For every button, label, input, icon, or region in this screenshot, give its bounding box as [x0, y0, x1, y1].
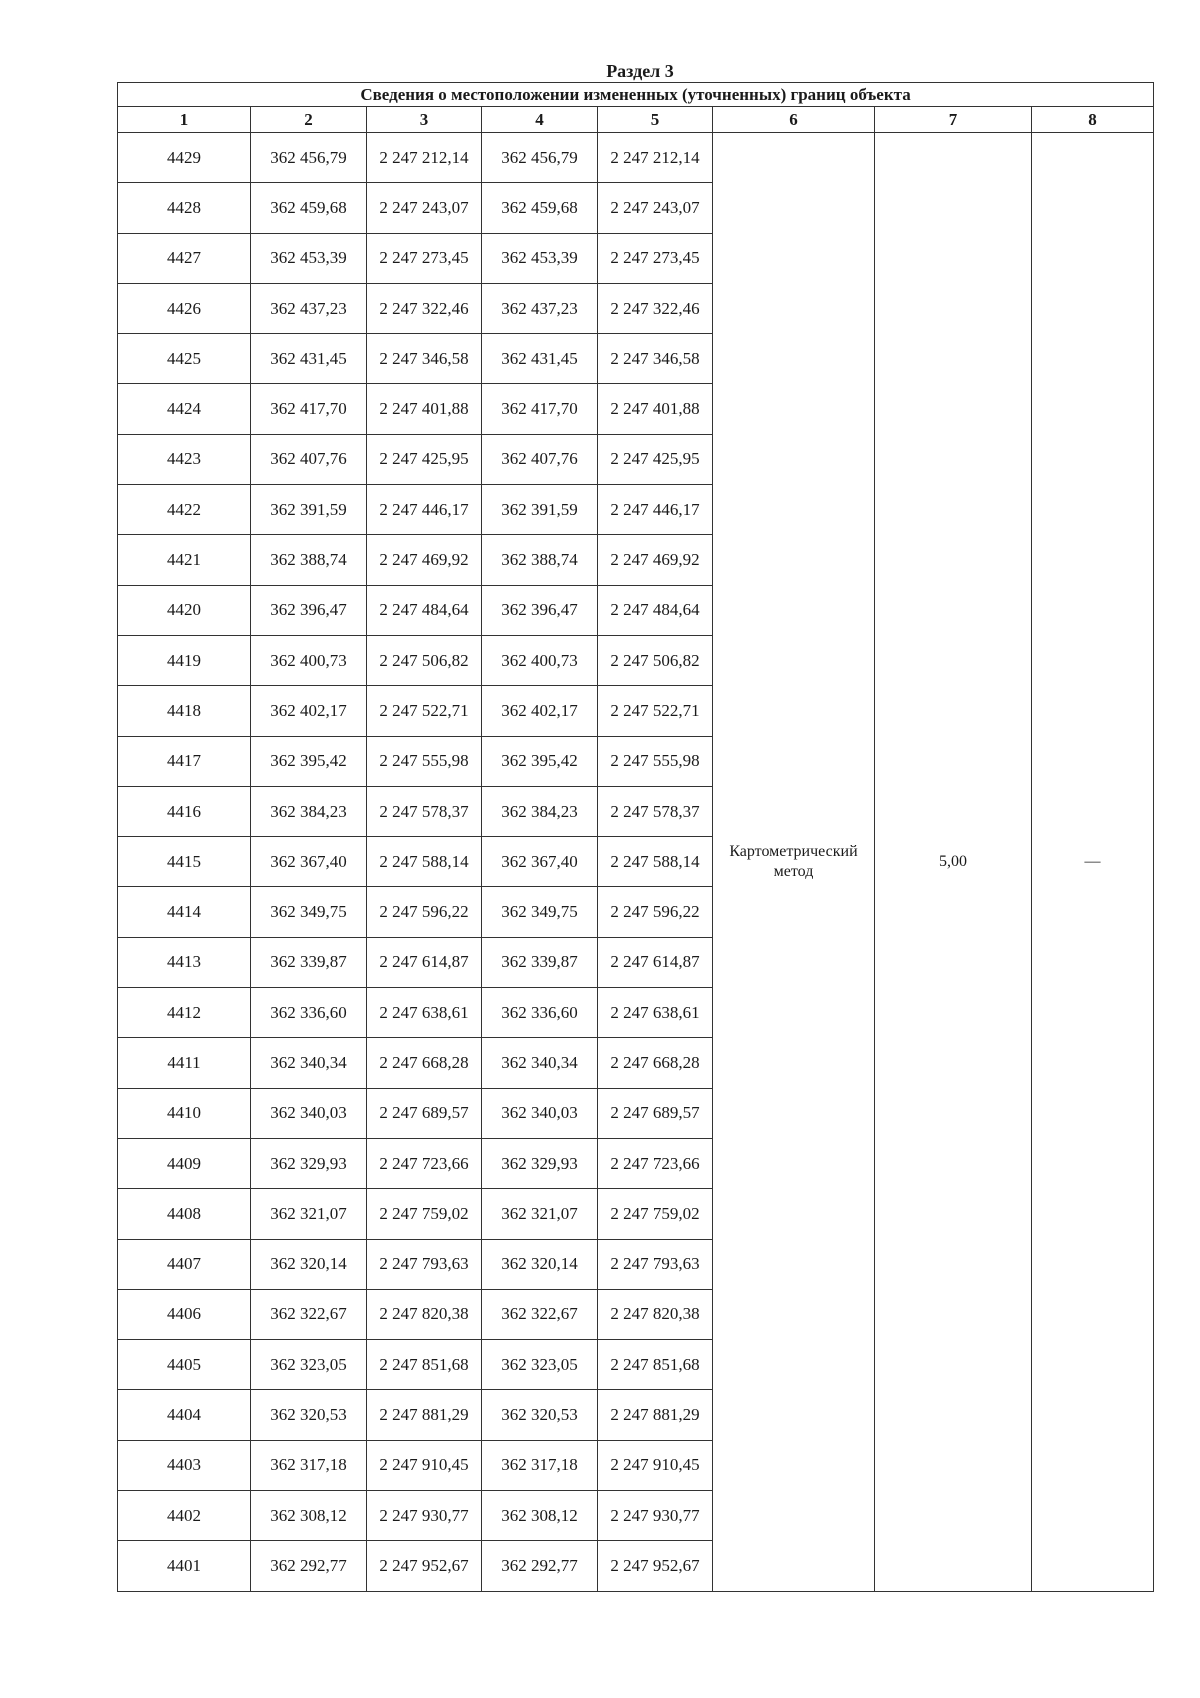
- coordinate-cell: 362 407,76: [482, 434, 598, 484]
- column-number-row: [118, 107, 1154, 133]
- coordinate-cell: 2 247 689,57: [367, 1088, 482, 1138]
- coordinate-cell: 2 247 346,58: [367, 334, 482, 384]
- coordinate-cell: 2 247 910,45: [367, 1440, 482, 1490]
- coordinate-cell: 2 247 522,71: [367, 686, 482, 736]
- precision-cell: 5,00: [875, 133, 1032, 1592]
- point-number-cell: 4415: [118, 837, 251, 887]
- coordinate-cell: 2 247 506,82: [367, 635, 482, 685]
- coordinate-cell: 362 320,14: [251, 1239, 367, 1289]
- coordinate-cell: 362 292,77: [251, 1541, 367, 1591]
- coordinate-cell: 2 247 446,17: [367, 485, 482, 535]
- coordinate-cell: 2 247 484,64: [367, 585, 482, 635]
- coordinate-cell: 362 336,60: [251, 988, 367, 1038]
- coordinate-cell: 2 247 820,38: [598, 1289, 713, 1339]
- coordinate-cell: 2 247 484,64: [598, 585, 713, 635]
- coordinate-cell: 2 247 689,57: [598, 1088, 713, 1138]
- point-number-cell: 4413: [118, 937, 251, 987]
- table-caption: Сведения о местоположении измененных (уточненных) границ объекта: [118, 83, 1154, 107]
- coordinate-cell: 362 321,07: [482, 1189, 598, 1239]
- point-number-cell: 4428: [118, 183, 251, 233]
- coordinate-cell: 2 247 881,29: [367, 1390, 482, 1440]
- coordinate-cell: 2 247 522,71: [598, 686, 713, 736]
- coordinate-cell: 2 247 578,37: [598, 786, 713, 836]
- coordinate-cell: 362 308,12: [482, 1491, 598, 1541]
- coordinate-cell: 362 396,47: [482, 585, 598, 635]
- coordinate-cell: 362 400,73: [482, 635, 598, 685]
- table-row: [118, 133, 1154, 183]
- coordinate-cell: 362 396,47: [251, 585, 367, 635]
- coordinate-cell: 362 407,76: [251, 434, 367, 484]
- coordinate-cell: 362 395,42: [482, 736, 598, 786]
- point-number-cell: 4421: [118, 535, 251, 585]
- coordinate-cell: 2 247 212,14: [367, 133, 482, 183]
- coordinate-cell: 2 247 793,63: [598, 1239, 713, 1289]
- coordinate-cell: 362 402,17: [251, 686, 367, 736]
- coordinate-cell: 2 247 668,28: [598, 1038, 713, 1088]
- coordinate-cell: 2 247 401,88: [367, 384, 482, 434]
- coordinate-cell: 2 247 638,61: [367, 988, 482, 1038]
- coordinate-cell: 362 402,17: [482, 686, 598, 736]
- column-number: 6: [713, 107, 875, 133]
- coordinate-cell: 362 336,60: [482, 988, 598, 1038]
- coordinate-cell: 362 340,03: [482, 1088, 598, 1138]
- point-number-cell: 4407: [118, 1239, 251, 1289]
- point-number-cell: 4406: [118, 1289, 251, 1339]
- coordinate-cell: 362 437,23: [482, 283, 598, 333]
- coordinate-cell: 362 456,79: [482, 133, 598, 183]
- coordinate-cell: 362 317,18: [251, 1440, 367, 1490]
- point-number-cell: 4409: [118, 1138, 251, 1188]
- coordinate-cell: 2 247 759,02: [367, 1189, 482, 1239]
- point-number-cell: 4402: [118, 1491, 251, 1541]
- coordinate-cell: 2 247 425,95: [598, 434, 713, 484]
- coordinate-cell: 2 247 851,68: [598, 1340, 713, 1390]
- coordinate-cell: 362 391,59: [482, 485, 598, 535]
- point-number-cell: 4410: [118, 1088, 251, 1138]
- coordinate-cell: 362 367,40: [251, 837, 367, 887]
- point-number-cell: 4426: [118, 283, 251, 333]
- coordinate-cell: 2 247 614,87: [598, 937, 713, 987]
- coordinate-cell: 2 247 596,22: [598, 887, 713, 937]
- coordinate-cell: 2 247 506,82: [598, 635, 713, 685]
- coordinate-cell: 362 340,34: [251, 1038, 367, 1088]
- column-number: 8: [1032, 107, 1154, 133]
- column-number: 2: [251, 107, 367, 133]
- coordinate-cell: 2 247 723,66: [598, 1138, 713, 1188]
- coordinate-cell: 362 431,45: [482, 334, 598, 384]
- coordinate-cell: 2 247 322,46: [598, 283, 713, 333]
- coordinate-cell: 362 329,93: [251, 1138, 367, 1188]
- point-number-cell: 4427: [118, 233, 251, 283]
- point-number-cell: 4414: [118, 887, 251, 937]
- coordinate-cell: 362 323,05: [482, 1340, 598, 1390]
- point-number-cell: 4418: [118, 686, 251, 736]
- coordinate-cell: 362 322,67: [482, 1289, 598, 1339]
- coordinate-cell: 362 395,42: [251, 736, 367, 786]
- coordinate-cell: 2 247 930,77: [367, 1491, 482, 1541]
- coordinate-cell: 2 247 759,02: [598, 1189, 713, 1239]
- coordinate-cell: 2 247 273,45: [367, 233, 482, 283]
- table-body: [118, 133, 1154, 1592]
- coordinate-cell: 362 400,73: [251, 635, 367, 685]
- point-number-cell: 4420: [118, 585, 251, 635]
- coordinate-cell: 2 247 555,98: [367, 736, 482, 786]
- point-number-cell: 4405: [118, 1340, 251, 1390]
- coordinate-cell: 2 247 425,95: [367, 434, 482, 484]
- coordinate-cell: 362 417,70: [251, 384, 367, 434]
- column-number: 1: [118, 107, 251, 133]
- method-cell: [713, 133, 875, 1592]
- coordinate-cell: 2 247 614,87: [367, 937, 482, 987]
- column-number: 7: [875, 107, 1032, 133]
- coordinate-cell: 2 247 555,98: [598, 736, 713, 786]
- coordinate-cell: 2 247 930,77: [598, 1491, 713, 1541]
- coordinate-cell: 362 339,87: [482, 937, 598, 987]
- coordinate-cell: 2 247 446,17: [598, 485, 713, 535]
- coordinate-cell: 362 317,18: [482, 1440, 598, 1490]
- coordinate-cell: 2 247 588,14: [367, 837, 482, 887]
- coordinate-cell: 362 320,14: [482, 1239, 598, 1289]
- coordinate-cell: 2 247 273,45: [598, 233, 713, 283]
- coordinate-cell: 362 453,39: [482, 233, 598, 283]
- column-number: 3: [367, 107, 482, 133]
- method-text: Картометрический метод: [729, 842, 858, 880]
- point-number-cell: 4424: [118, 384, 251, 434]
- coordinate-cell: 362 391,59: [251, 485, 367, 535]
- description-cell: —: [1032, 133, 1154, 1592]
- coordinate-cell: 362 308,12: [251, 1491, 367, 1541]
- coordinate-cell: 362 459,68: [482, 183, 598, 233]
- coordinate-cell: 362 340,03: [251, 1088, 367, 1138]
- point-number-cell: 4408: [118, 1189, 251, 1239]
- coordinate-cell: 362 339,87: [251, 937, 367, 987]
- coordinate-cell: 362 431,45: [251, 334, 367, 384]
- point-number-cell: 4416: [118, 786, 251, 836]
- coordinate-cell: 2 247 723,66: [367, 1138, 482, 1188]
- coordinate-cell: 362 437,23: [251, 283, 367, 333]
- coordinate-cell: 2 247 638,61: [598, 988, 713, 1038]
- point-number-cell: 4423: [118, 434, 251, 484]
- coordinate-cell: 2 247 243,07: [367, 183, 482, 233]
- point-number-cell: 4401: [118, 1541, 251, 1591]
- coordinate-cell: 2 247 668,28: [367, 1038, 482, 1088]
- coordinate-cell: 362 453,39: [251, 233, 367, 283]
- coordinate-cell: 362 417,70: [482, 384, 598, 434]
- coordinate-cell: 2 247 212,14: [598, 133, 713, 183]
- point-number-cell: 4411: [118, 1038, 251, 1088]
- coordinate-cell: 362 323,05: [251, 1340, 367, 1390]
- coordinate-cell: 362 329,93: [482, 1138, 598, 1188]
- coordinate-cell: 362 320,53: [251, 1390, 367, 1440]
- coordinate-cell: 362 349,75: [251, 887, 367, 937]
- coordinate-cell: 2 247 469,92: [367, 535, 482, 585]
- section-title: Раздел 3: [606, 61, 674, 81]
- coordinate-cell: 2 247 322,46: [367, 283, 482, 333]
- point-number-cell: 4403: [118, 1440, 251, 1490]
- column-number: 4: [482, 107, 598, 133]
- point-number-cell: 4417: [118, 736, 251, 786]
- boundary-coordinates-table: [117, 82, 1154, 1592]
- coordinate-cell: 2 247 820,38: [367, 1289, 482, 1339]
- point-number-cell: 4412: [118, 988, 251, 1038]
- coordinate-cell: 2 247 469,92: [598, 535, 713, 585]
- coordinate-cell: 362 367,40: [482, 837, 598, 887]
- coordinate-cell: 362 384,23: [482, 786, 598, 836]
- point-number-cell: 4422: [118, 485, 251, 535]
- coordinate-cell: 2 247 243,07: [598, 183, 713, 233]
- coordinate-cell: 2 247 851,68: [367, 1340, 482, 1390]
- coordinate-cell: 362 459,68: [251, 183, 367, 233]
- point-number-cell: 4419: [118, 635, 251, 685]
- coordinate-cell: 2 247 588,14: [598, 837, 713, 887]
- coordinate-cell: 2 247 952,67: [598, 1541, 713, 1591]
- coordinate-cell: 362 340,34: [482, 1038, 598, 1088]
- coordinate-cell: 2 247 881,29: [598, 1390, 713, 1440]
- coordinate-cell: 362 322,67: [251, 1289, 367, 1339]
- coordinate-cell: 362 320,53: [482, 1390, 598, 1440]
- coordinate-cell: 2 247 910,45: [598, 1440, 713, 1490]
- coordinate-cell: 362 292,77: [482, 1541, 598, 1591]
- point-number-cell: 4425: [118, 334, 251, 384]
- point-number-cell: 4429: [118, 133, 251, 183]
- coordinate-cell: 362 388,74: [482, 535, 598, 585]
- coordinate-cell: 2 247 596,22: [367, 887, 482, 937]
- coordinate-cell: 362 388,74: [251, 535, 367, 585]
- coordinate-cell: 362 349,75: [482, 887, 598, 937]
- coordinate-cell: 2 247 346,58: [598, 334, 713, 384]
- coordinate-cell: 2 247 578,37: [367, 786, 482, 836]
- coordinate-cell: 2 247 793,63: [367, 1239, 482, 1289]
- coordinate-cell: 362 384,23: [251, 786, 367, 836]
- column-number: 5: [598, 107, 713, 133]
- coordinate-cell: 362 456,79: [251, 133, 367, 183]
- coordinate-cell: 362 321,07: [251, 1189, 367, 1239]
- coordinate-cell: 2 247 401,88: [598, 384, 713, 434]
- coordinate-cell: 2 247 952,67: [367, 1541, 482, 1591]
- point-number-cell: 4404: [118, 1390, 251, 1440]
